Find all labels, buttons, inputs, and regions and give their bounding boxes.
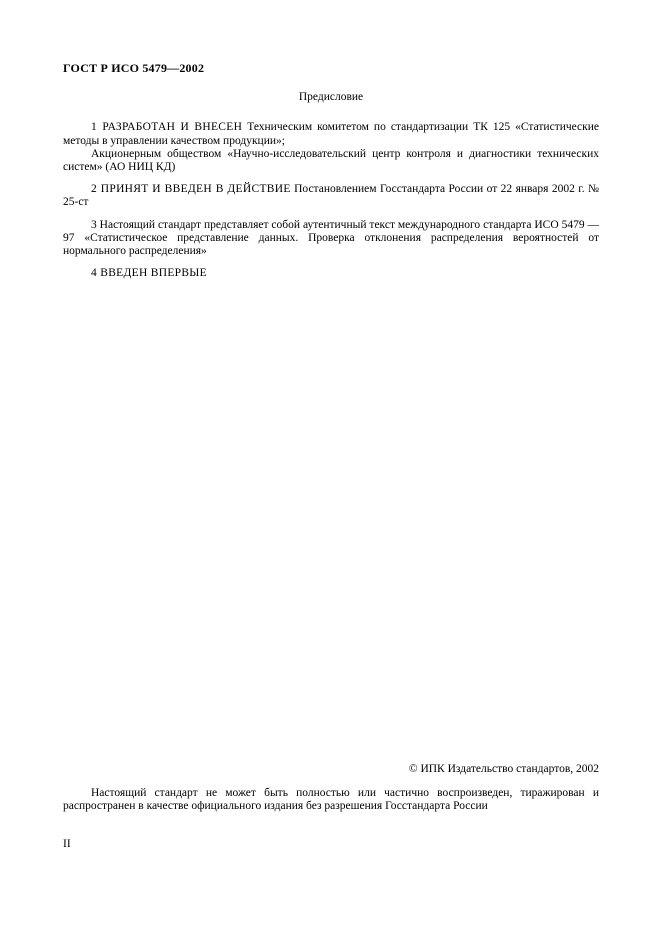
preface-item-4-lead: 4 ВВЕДЕН ВПЕРВЫЕ [91, 267, 207, 280]
section-title: Предисловие [298, 91, 364, 104]
preface-item-1 [63, 121, 599, 147]
preface-item-3-text: 3 Настоящий стандарт представляет собой аутентичный текст международного стандарта ИСО 5479 —97 «Статистическое представление данных. Проверка отклонения распределения вероятностей от нормального распределения» [63, 218, 599, 258]
reproduction-restriction: Настоящий стандарт не может быть полностью или частично воспроизведен, тиражирован и распространен в качестве официального издания без разрешения Госстандарта России [63, 787, 599, 813]
preface-item-2 [63, 183, 599, 209]
preface-item-1-lead: 1 РАЗРАБОТАН И ВНЕСЕН [91, 121, 243, 134]
preface-item-4 [63, 267, 599, 280]
document-designation: ГОСТ Р ИСО 5479—2002 [63, 61, 205, 75]
page-footer [63, 763, 599, 814]
copyright-notice: © ИПК Издательство стандартов, 2002 [408, 763, 599, 775]
preface-item-3 [63, 219, 599, 259]
preface-item-1-text: Техническим комитетом по стандартизации ТК 125 «Статистические методы в управлении качеством продукции»; [63, 121, 599, 147]
page-number: II [63, 838, 71, 850]
preface-item-2-lead: 2 ПРИНЯТ И ВВЕДЕН В ДЕЙСТВИЕ [91, 183, 291, 196]
preface-item-1-continuation [63, 148, 599, 174]
preface-item-1-continuation-text: Акционерным обществом «Научно-исследовательский центр контроля и диагностики технических систем» (АО НИЦ КД) [63, 147, 599, 174]
preface-item-2-text: Постановлением Госстандарта России от 22 января 2002 г. № 25-ст [63, 183, 599, 209]
page-content [63, 62, 599, 280]
